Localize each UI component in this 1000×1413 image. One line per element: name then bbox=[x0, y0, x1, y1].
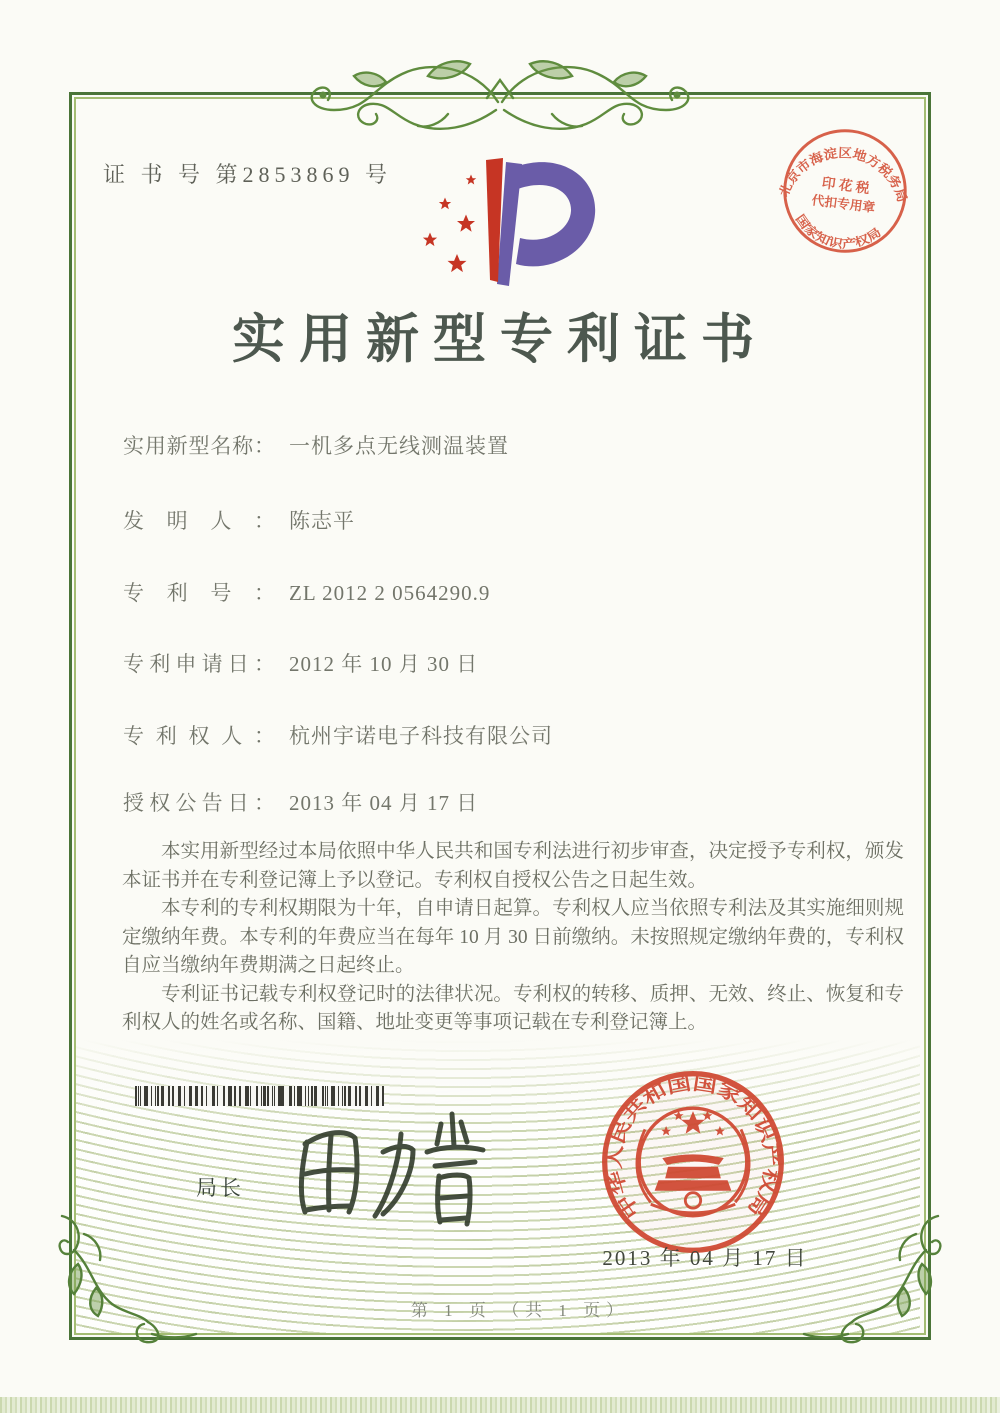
tax-stamp-arc-bottom: 国家知识产权局 bbox=[792, 211, 882, 252]
svg-text:国家知识产权局 bbox=[790, 211, 886, 256]
field-utility-model-name bbox=[123, 430, 509, 460]
bottom-left-corner-ornament bbox=[48, 1210, 198, 1345]
tax-stamp-line1: 印 花 税 bbox=[820, 175, 871, 196]
paragraph-1: 本实用新型经过本局依照中华人民共和国专利法进行初步审查，决定授予专利权，颁发本证书并在专利登记簿上予以登记。专利权自授权公告之日起生效。 bbox=[122, 841, 904, 891]
page-footer: 第 1 页 （共 1 页） bbox=[410, 1301, 630, 1320]
cnipa-official-seal bbox=[597, 1066, 789, 1258]
field-value: ZL 2012 2 0564290.9 bbox=[289, 581, 491, 605]
paragraph-2: 本专利的专利权期限为十年，自申请日起算。专利权人应当依照专利法及其实施细则规定缴纳年费。本专利的年费应当在每年 10 月 30 日前缴纳。未按照规定缴纳年费的，专利权自应当缴纳年费期满之日起终止。 bbox=[122, 898, 904, 976]
field-value: 2012 年 10 月 30 日 bbox=[289, 652, 479, 676]
patent-office-logo-icon bbox=[400, 152, 605, 304]
field-grant-date bbox=[123, 787, 478, 817]
field-label: 专利权人： bbox=[123, 724, 275, 748]
commissioner-label: 局长 bbox=[196, 1176, 244, 1200]
top-flourish-ornament bbox=[290, 52, 710, 150]
page-edge-strip bbox=[0, 1397, 1000, 1413]
certificate-title: 实用新型专利证书 bbox=[232, 311, 768, 369]
seal-arc-text: 中华人民共和国国家知识产权局 bbox=[604, 1073, 782, 1222]
field-patentee bbox=[123, 720, 553, 750]
field-patent-number bbox=[123, 577, 490, 607]
field-label: 授权公告日： bbox=[123, 791, 275, 815]
field-application-date bbox=[123, 648, 478, 678]
field-label: 发明人： bbox=[123, 509, 275, 533]
barcode bbox=[135, 1086, 384, 1106]
tax-stamp-line2: 代扣专用章 bbox=[810, 193, 876, 216]
field-label: 专利申请日： bbox=[123, 652, 275, 676]
field-value: 2013 年 04 月 17 日 bbox=[289, 791, 479, 815]
bottom-right-corner-ornament bbox=[802, 1210, 952, 1345]
commissioner-signature bbox=[255, 1108, 495, 1243]
field-label: 专利号： bbox=[123, 581, 275, 605]
field-value: 一机多点无线测温装置 bbox=[289, 434, 509, 458]
field-value: 杭州宇诺电子科技有限公司 bbox=[289, 724, 553, 748]
signature-name-text bbox=[0, 0, 1, 1]
field-label: 实用新型名称： bbox=[123, 434, 275, 458]
certificate-number: 证 书 号 第2853869 号 bbox=[103, 162, 393, 187]
field-value: 陈志平 bbox=[289, 509, 355, 533]
seal-date: 2013 年 04 月 17 日 bbox=[602, 1246, 808, 1270]
tax-stamp-arc-top: 北京市海淀区地方税务局 bbox=[776, 145, 909, 204]
field-inventor bbox=[123, 505, 355, 535]
tax-office-stamp bbox=[764, 110, 927, 273]
paragraph-3: 专利证书记载专利权登记时的法律状况。专利权的转移、质押、无效、终止、恢复和专利权人的姓名或名称、国籍、地址变更等事项记载在专利登记簿上。 bbox=[122, 983, 904, 1033]
legal-paragraphs bbox=[122, 838, 904, 1038]
